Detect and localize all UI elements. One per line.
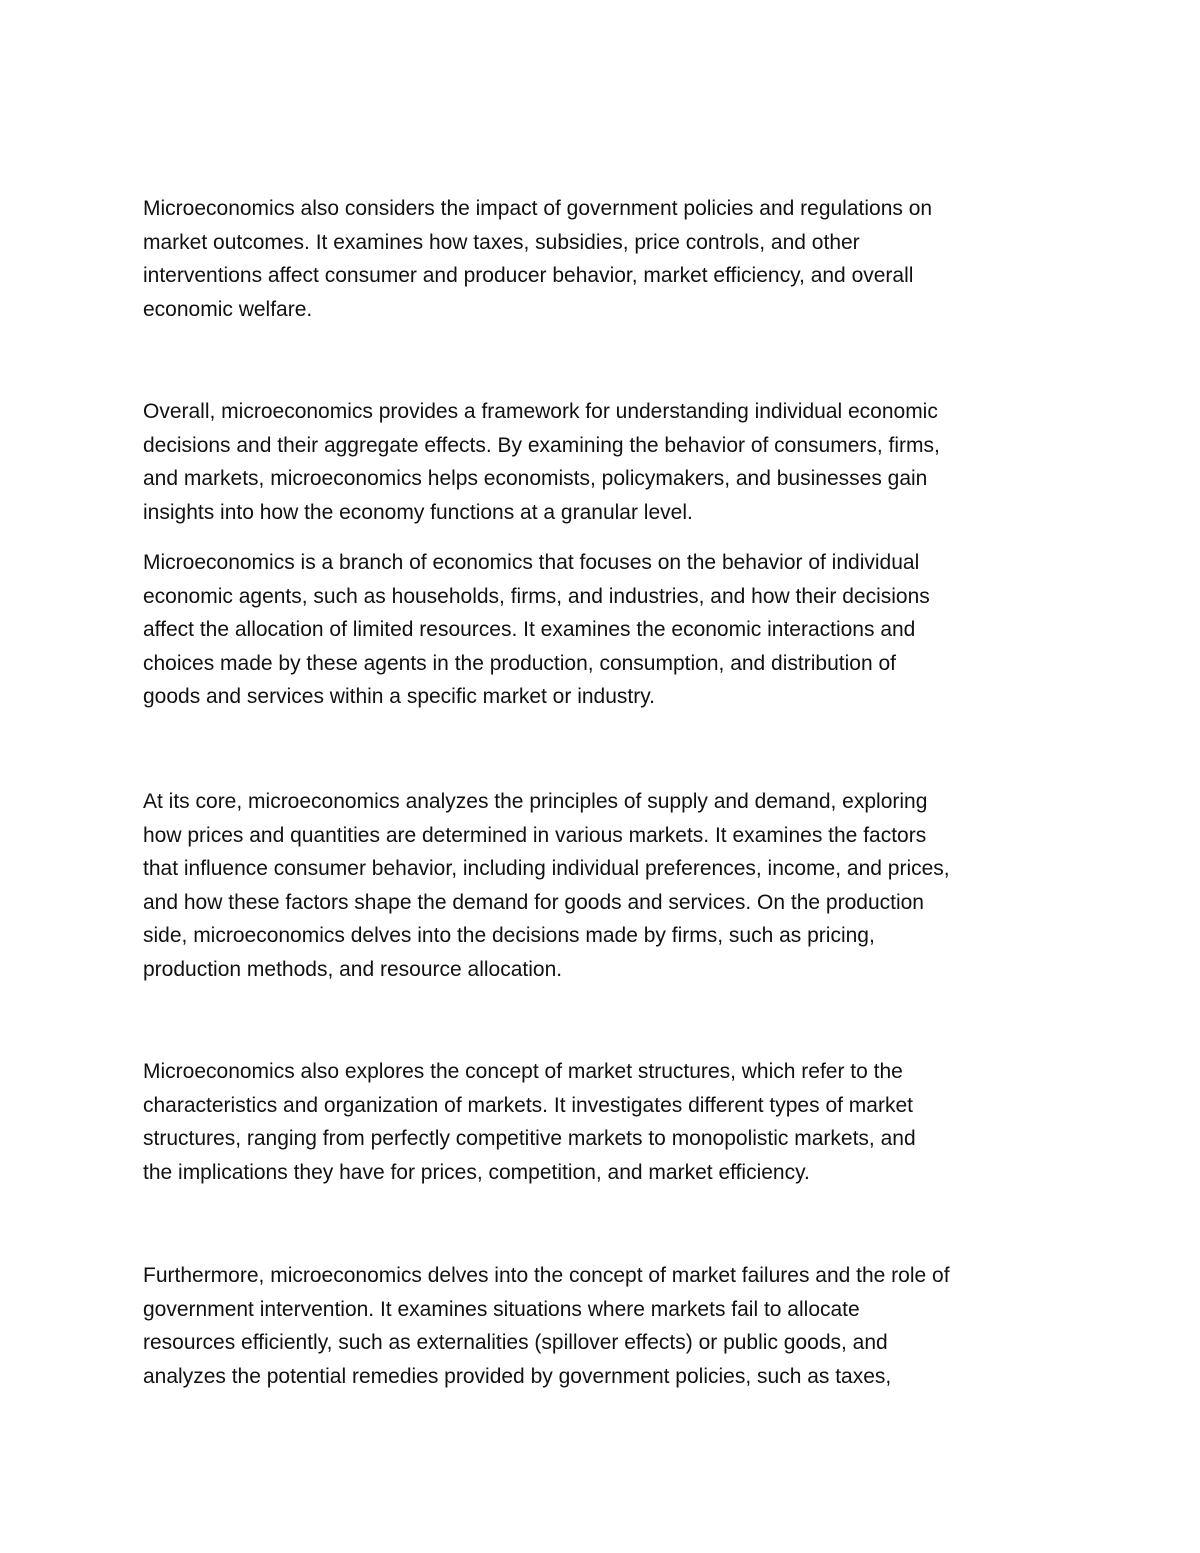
text-line: that influence consumer behavior, including individual preferences, income, and prices, — [143, 857, 950, 880]
text-line: the implications they have for prices, competition, and market efficiency. — [143, 1160, 810, 1184]
text-line: choices made by these agents in the production, consumption, and distribution of — [143, 651, 896, 675]
text-line: At its core, microeconomics analyzes the principles of supply and demand, exploring — [143, 790, 928, 813]
text-line: production methods, and resource allocation. — [143, 957, 563, 981]
text-line: how prices and quantities are determined in various markets. It examines the factors — [143, 823, 927, 847]
paragraph-government-policies — [143, 192, 1073, 326]
paragraph-supply-demand — [143, 785, 1073, 986]
text-line: resources efficiently, such as externalities (spillover effects) or public goods, and — [143, 1331, 888, 1354]
text-line: structures, ranging from perfectly competitive markets to monopolistic markets, and — [143, 1127, 916, 1150]
text-line: Microeconomics also considers the impact of government policies and regulations on — [143, 197, 933, 220]
paragraph-market-failures — [143, 1259, 1073, 1393]
text-line: interventions affect consumer and producer behavior, market efficiency, and overall — [143, 264, 914, 287]
text-line: Microeconomics also explores the concept of market structures, which refer to the — [143, 1060, 903, 1083]
text-line: economic agents, such as households, firms, and industries, and how their decisions — [143, 584, 930, 608]
text-line: analyzes the potential remedies provided by government policies, such as taxes, — [143, 1364, 892, 1388]
text-line: affect the allocation of limited resources. It examines the economic interactions and — [143, 618, 916, 641]
text-line: market outcomes. It examines how taxes, subsidies, price controls, and other — [143, 230, 860, 254]
paragraph-market-structures — [143, 1055, 1073, 1189]
text-line: economic welfare. — [143, 297, 313, 321]
text-line: side, microeconomics delves into the decisions made by firms, such as pricing, — [143, 924, 875, 947]
text-line: and markets, microeconomics helps economists, policymakers, and businesses gain — [143, 467, 928, 490]
paragraph-overall-framework — [143, 395, 1073, 529]
text-line: characteristics and organization of markets. It investigates different types of market — [143, 1093, 913, 1117]
text-line: insights into how the economy functions at a granular level. — [143, 500, 693, 524]
text-line: Furthermore, microeconomics delves into the concept of market failures and the role of — [143, 1264, 950, 1287]
text-line: Microeconomics is a branch of economics that focuses on the behavior of individual — [143, 551, 920, 574]
text-line: decisions and their aggregate effects. By examining the behavior of consumers, firms, — [143, 433, 940, 457]
text-line: goods and services within a specific market or industry. — [143, 685, 655, 708]
paragraph-definition — [143, 546, 1073, 714]
text-line: Overall, microeconomics provides a framework for understanding individual economic — [143, 400, 938, 423]
text-line: government intervention. It examines situations where markets fail to allocate — [143, 1297, 860, 1321]
text-line: and how these factors shape the demand for goods and services. On the production — [143, 890, 924, 914]
